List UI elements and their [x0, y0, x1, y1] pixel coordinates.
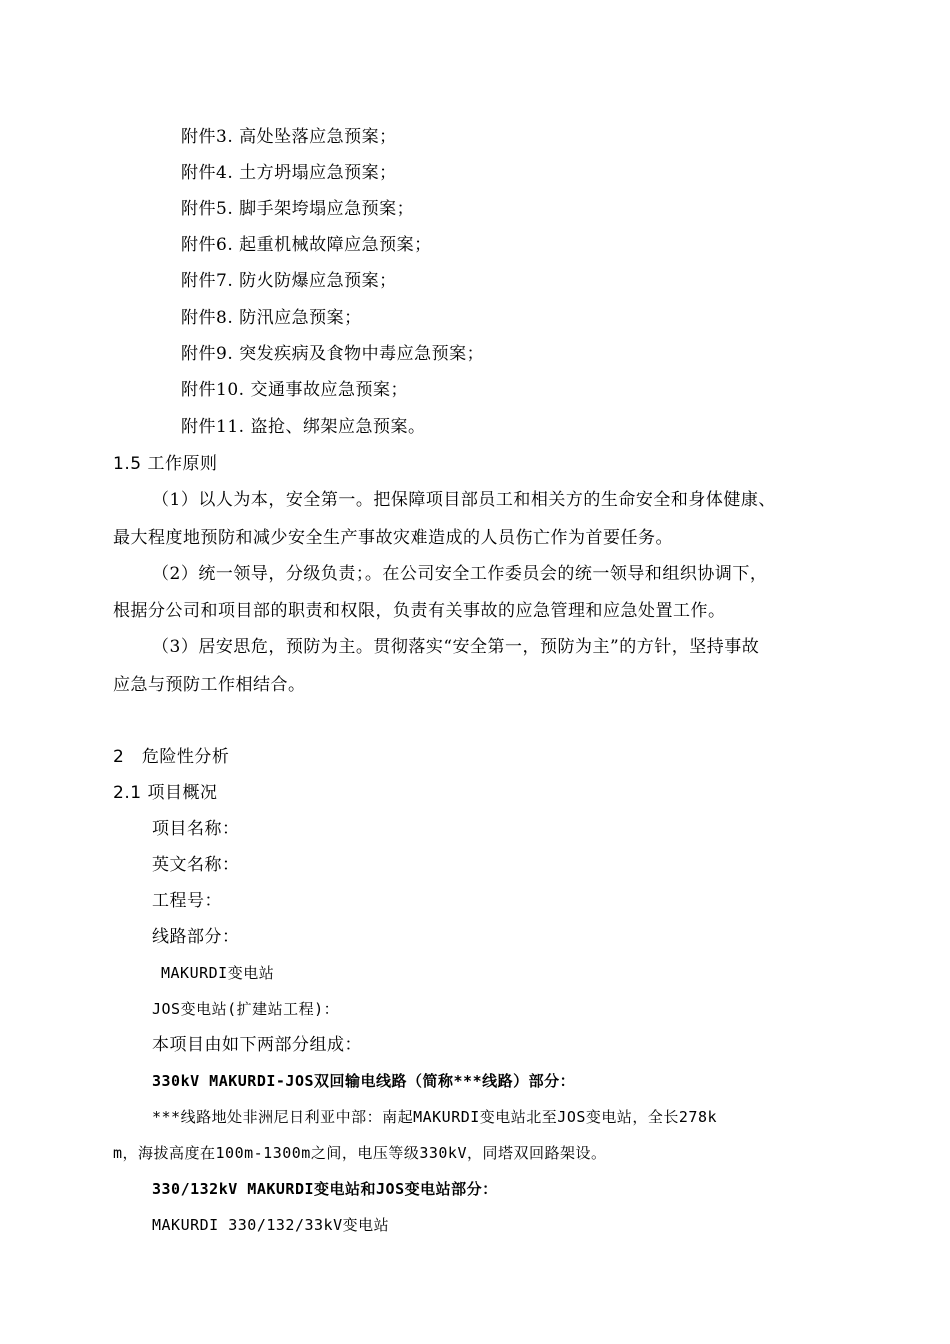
- paragraph-line: （2）统一领导，分级负责；。在公司安全工作委员会的统一领导和组织协调下，: [152, 564, 768, 584]
- station-section-heading: 330/132kV MAKURDI变电站和JOS变电站部分：: [152, 1180, 498, 1198]
- attachment-item: 附件3. 高处坠落应急预案；: [181, 127, 397, 147]
- paragraph-line: m，海拔高度在100m-1300m之间，电压等级330kV，同塔双回路架设。: [113, 1144, 607, 1162]
- attachment-item: 附件6. 起重机械故障应急预案；: [181, 235, 432, 255]
- line-section-heading: 330kV MAKURDI-JOS双回输电线路（简称***线路）部分：: [152, 1072, 576, 1090]
- attachment-item: 附件5. 脚手架垮塌应急预案；: [181, 199, 415, 219]
- attachment-item: 附件9. 突发疾病及食物中毒应急预案；: [181, 344, 485, 364]
- paragraph-line: ***线路地处非洲尼日利亚中部：南起MAKURDI变电站北至JOS变电站，全长278k: [152, 1108, 718, 1126]
- english-name-label: 英文名称：: [152, 855, 240, 875]
- paragraph-line: 根据分公司和项目部的职责和权限，负责有关事故的应急管理和应急处置工作。: [113, 601, 726, 621]
- paragraph-line: （1）以人为本，安全第一。把保障项目部员工和相关方的生命安全和身体健康、: [152, 490, 776, 510]
- section-heading-2: 2 危险性分析: [113, 747, 230, 767]
- jos-station-label: JOS变电站(扩建站工程)：: [152, 1000, 340, 1018]
- section-heading-1-5: 1.5 工作原则: [113, 454, 218, 474]
- attachment-item: 附件4. 土方坍塌应急预案；: [181, 163, 397, 183]
- paragraph-line: 应急与预防工作相结合。: [113, 675, 306, 695]
- attachment-item: 附件10. 交通事故应急预案；: [181, 380, 408, 400]
- project-no-label: 工程号：: [152, 891, 222, 911]
- makurdi-station-label: MAKURDI变电站: [161, 964, 275, 982]
- station-desc: MAKURDI 330/132/33kV变电站: [152, 1216, 390, 1234]
- composition-text: 本项目由如下两部分组成：: [152, 1035, 362, 1055]
- attachment-item: 附件11. 盗抢、绑架应急预案。: [181, 417, 426, 437]
- line-part-label: 线路部分：: [152, 927, 240, 947]
- section-heading-2-1: 2.1 项目概况: [113, 783, 218, 803]
- project-name-label: 项目名称：: [152, 819, 240, 839]
- paragraph-line: 最大程度地预防和减少安全生产事故灾难造成的人员伤亡作为首要任务。: [113, 528, 673, 548]
- attachment-item: 附件8. 防汛应急预案；: [181, 308, 362, 328]
- paragraph-line: （3）居安思危，预防为主。贯彻落实“安全第一，预防为主”的方针，坚持事故: [152, 637, 760, 657]
- attachment-item: 附件7. 防火防爆应急预案；: [181, 271, 397, 291]
